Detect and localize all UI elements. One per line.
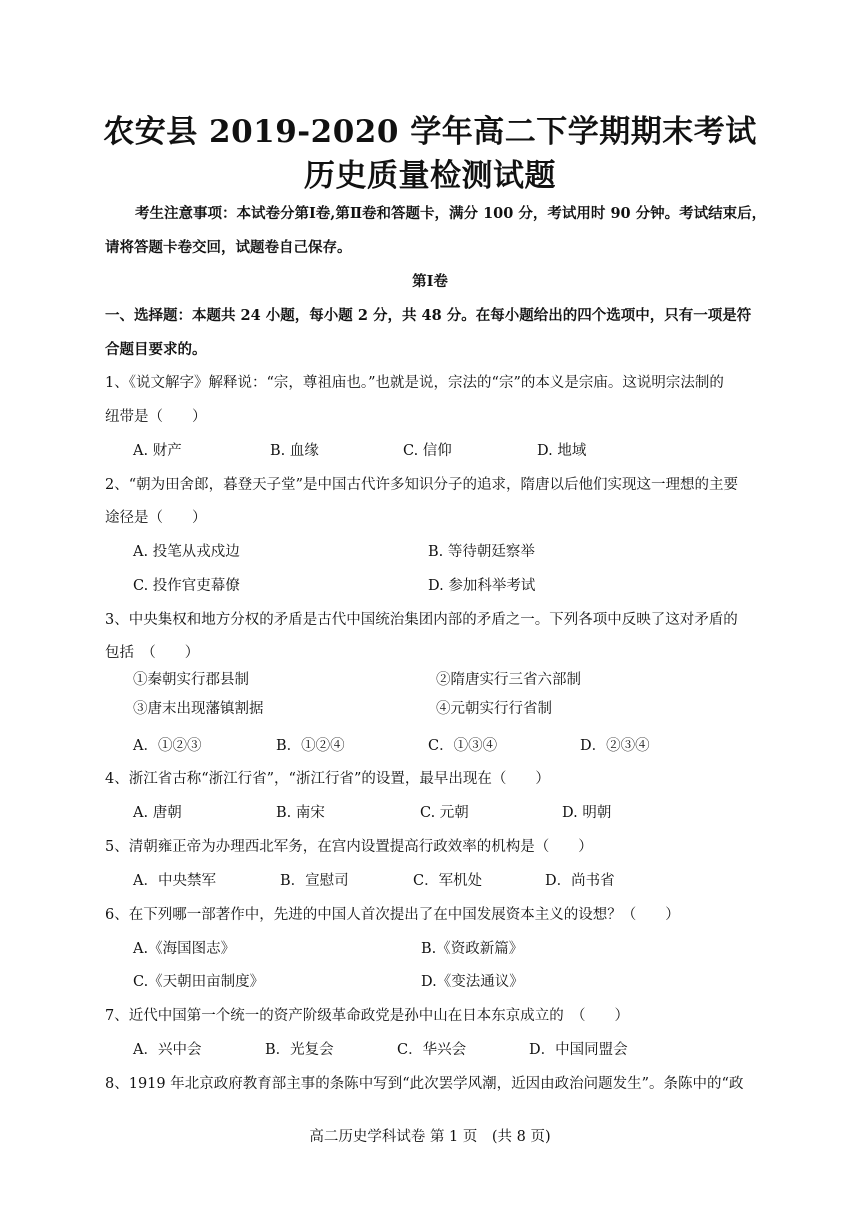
question-7-stem: 7、近代中国第一个统一的资产阶级革命政党是孙中山在日本东京成立的 （ ） <box>105 1008 629 1024</box>
question-6-stem: 6、在下列哪一部著作中，先进的中国人首次提出了在中国发展资本主义的设想？（ ） <box>105 907 680 923</box>
q7-option-a: A．兴中会 <box>133 1042 202 1058</box>
q1-option-a: A. 财产 <box>133 443 182 459</box>
q3-option-d: D．②③④ <box>580 738 650 754</box>
question-2-stem-cont: 途径是（ ） <box>105 510 207 526</box>
q5-option-a: A．中央禁军 <box>133 873 216 889</box>
question-3-stem: 3、中央集权和地方分权的矛盾是古代中国统治集团内部的矛盾之一。下列各项中反映了这对矛盾的 <box>105 612 738 628</box>
q5-option-b: B．宣慰司 <box>280 873 349 889</box>
q3-item-3: ③唐末出现藩镇割据 <box>133 701 264 717</box>
question-1-stem-cont: 纽带是（ ） <box>105 409 207 425</box>
title-line-1: 农安县 2019-2020 学年高二下学期期末考试 <box>103 114 757 150</box>
q3-item-1: ①秦朝实行郡县制 <box>133 672 249 688</box>
q4-option-c: C. 元朝 <box>420 805 469 821</box>
instructions-line-1: 一、选择题：本题共 24 小题，每小题 2 分，共 48 分。在每小题给出的四个选项中，只有一项是符 <box>105 307 752 324</box>
q2-option-b: B. 等待朝廷察举 <box>428 544 535 560</box>
q1-option-c: C. 信仰 <box>403 443 452 459</box>
q4-option-b: B. 南宋 <box>276 805 325 821</box>
q7-option-d: D．中国同盟会 <box>529 1042 628 1058</box>
q3-option-a: A．①②③ <box>133 738 202 754</box>
question-5-stem: 5、清朝雍正帝为办理西北军务，在宫内设置提高行政效率的机构是（ ） <box>105 839 593 855</box>
q1-option-b: B. 血缘 <box>270 443 319 459</box>
q2-option-c: C. 投作官吏幕僚 <box>133 578 240 594</box>
q6-option-a: A.《海国图志》 <box>133 941 236 957</box>
page-footer: 高二历史学科试卷 第 1 页 (共 8 页) <box>309 1129 551 1145</box>
question-4-stem: 4、浙江省古称“浙江行省”，“浙江行省”的设置，最早出现在（ ） <box>105 771 550 787</box>
q2-option-a: A. 投笔从戎戍边 <box>133 544 240 560</box>
notice-line-2: 请将答题卡卷交回，试题卷自己保存。 <box>105 239 352 256</box>
q3-option-c: C．①③④ <box>428 738 498 754</box>
q7-option-c: C．华兴会 <box>397 1042 467 1058</box>
q3-option-b: B．①②④ <box>276 738 345 754</box>
question-3-stem-cont: 包括 （ ） <box>105 645 200 661</box>
q4-option-d: D. 明朝 <box>562 805 612 821</box>
q6-option-c: C.《天朝田亩制度》 <box>133 974 265 990</box>
q1-option-d: D. 地域 <box>537 443 587 459</box>
q5-option-d: D．尚书省 <box>545 873 615 889</box>
q5-option-c: C．军机处 <box>413 873 483 889</box>
q7-option-b: B．光复会 <box>265 1042 334 1058</box>
q3-item-2: ②隋唐实行三省六部制 <box>436 672 581 688</box>
q4-option-a: A. 唐朝 <box>133 805 182 821</box>
q3-item-4: ④元朝实行行省制 <box>436 701 552 717</box>
question-1-stem: 1、《说文解字》解释说：“宗，尊祖庙也。”也就是说，宗法的“宗”的本义是宗庙。这说明宗法制的 <box>105 375 724 391</box>
instructions-line-2: 合题目要求的。 <box>105 341 207 358</box>
notice-line-1: 考生注意事项：本试卷分第Ⅰ卷,第Ⅱ卷和答题卡，满分 100 分，考试用时 90 分钟。考试结束后， <box>135 205 767 222</box>
section-title: 第Ⅰ卷 <box>412 273 448 290</box>
q6-option-b: B.《资政新篇》 <box>421 941 524 957</box>
question-8-stem: 8、1919 年北京政府教育部主事的条陈中写到“此次罢学风潮，近因由政治问题发生”。条陈中的“政 <box>105 1076 744 1092</box>
title-line-2: 历史质量检测试题 <box>304 158 556 194</box>
question-2-stem: 2、“朝为田舍郎，暮登天子堂”是中国古代许多知识分子的追求，隋唐以后他们实现这一理想的主要 <box>105 477 739 493</box>
q6-option-d: D.《变法通议》 <box>421 974 524 990</box>
q2-option-d: D. 参加科举考试 <box>428 578 536 594</box>
